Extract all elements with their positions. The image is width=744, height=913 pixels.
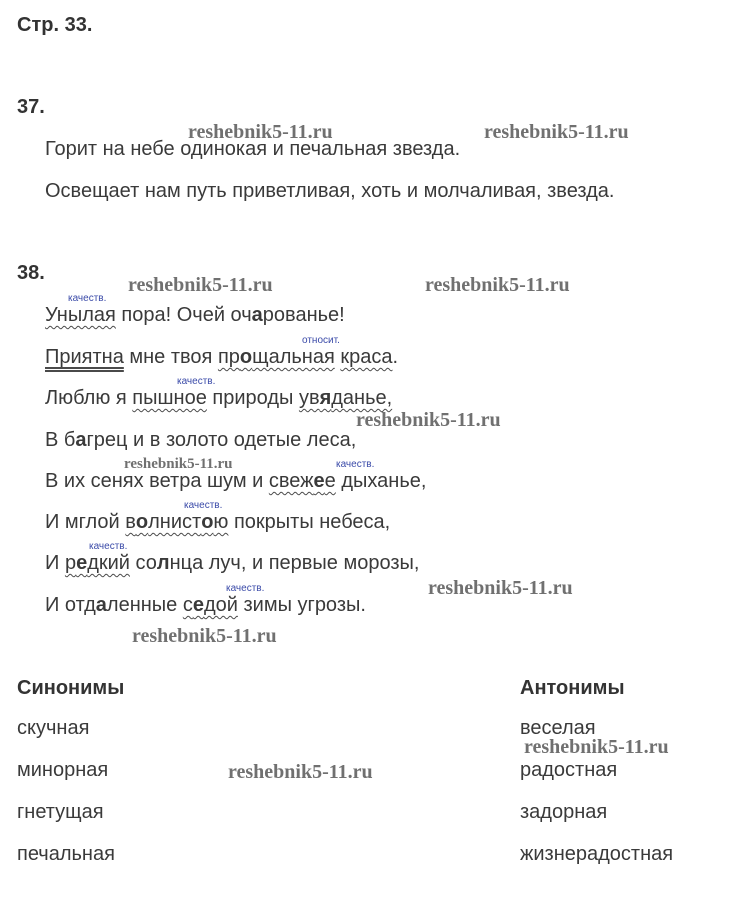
poem-line-8: И отдаленные седой зимы угрозы. (45, 594, 366, 616)
note-kachestv: качеств. (89, 541, 128, 552)
note-kachestv: качеств. (177, 376, 216, 387)
exercise-37-number: 37. (17, 96, 45, 118)
watermark: reshebnik5-11.ru (524, 736, 669, 758)
synonym-item: печальная (17, 843, 115, 865)
antonym-item: радостная (520, 759, 618, 781)
note-kachestv: качеств. (184, 500, 223, 511)
exercise-38-number: 38. (17, 262, 45, 284)
watermark: reshebnik5-11.ru (128, 274, 273, 296)
note-kachestv: качеств. (68, 293, 107, 304)
synonyms-title: Синонимы (17, 677, 125, 699)
poem-line-6: И мглой волнистою покрыты небеса, (45, 511, 391, 533)
watermark: reshebnik5-11.ru (188, 121, 333, 143)
note-kachestv: качеств. (226, 583, 265, 594)
underlined-word: Унылая (45, 304, 116, 326)
poem-line-2: Приятна мне твоя прощальная краса. (45, 346, 399, 368)
antonym-item: задорная (520, 801, 608, 823)
poem-line-1: Унылая пора! Очей очарованье! (45, 304, 345, 326)
watermark: reshebnik5-11.ru (124, 456, 233, 472)
watermark: reshebnik5-11.ru (425, 274, 570, 296)
synonym-item: гнетущая (17, 801, 104, 823)
exercise-37-line-2: Освещает нам путь приветливая, хоть и молчаливая, звезда. (45, 180, 615, 202)
watermark: reshebnik5-11.ru (132, 625, 277, 647)
note-otnosit: относит. (302, 335, 340, 346)
watermark: reshebnik5-11.ru (484, 121, 629, 143)
poem-line-4: В багрец и в золото одетые леса, (45, 429, 357, 451)
antonym-item: веселая (520, 717, 596, 739)
note-kachestv: качеств. (336, 459, 375, 470)
synonym-item: скучная (17, 717, 90, 739)
poem-line-5: В их сенях ветра шум и свежее дыханье, (45, 470, 427, 492)
page-label: Стр. 33. (17, 14, 93, 36)
poem-line-7: И редкий солнца луч, и первые морозы, (45, 552, 420, 574)
synonym-item: минорная (17, 759, 109, 781)
double-underlined-word: Приятна (45, 346, 124, 368)
poem-line-3: Люблю я пышное природы увяданье, (45, 387, 393, 409)
antonyms-title: Антонимы (520, 677, 625, 699)
watermark: reshebnik5-11.ru (428, 577, 573, 599)
watermark: reshebnik5-11.ru (228, 761, 373, 783)
watermark: reshebnik5-11.ru (356, 409, 501, 431)
exercise-37-line-1: Горит на небе одинокая и печальная звезда. (45, 138, 461, 160)
antonym-item: жизнерадостная (520, 843, 674, 865)
